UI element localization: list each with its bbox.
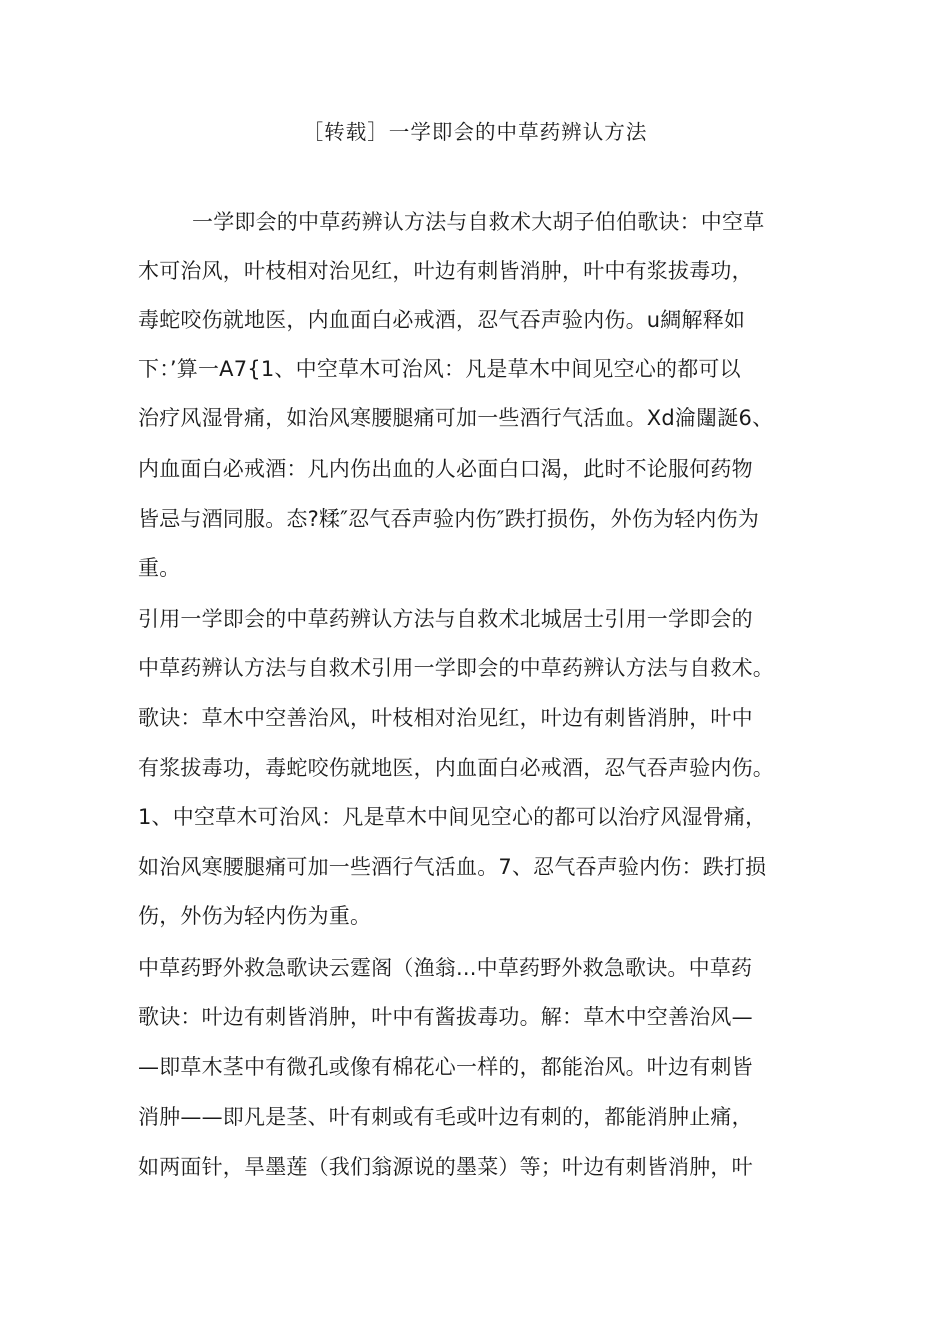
paragraph-line: 毒蛇咬伤就地医，内血面白必戒酒，忍气吞声验内伤。u綢解释如 [138, 308, 746, 332]
paragraph-line: 如两面针，旱墨莲（我们翁源说的墨菜）等；叶边有刺皆消肿，叶 [138, 1155, 753, 1179]
paragraph-line: 下：’算一A7{1、中空草木可治风：凡是草木中间见空心的都可以 [138, 357, 741, 381]
paragraph-line: 内血面白必戒酒：凡内伤出血的人必面白口渴，此时不论服何药物 [138, 457, 753, 481]
paragraph-line: 有浆拔毒功，毒蛇咬伤就地医，内血面白必戒酒，忍气吞声验内伤。 [138, 756, 774, 780]
paragraph-line: 伤，外伤为轻内伤为重。 [138, 904, 372, 928]
paragraph-line: 重。 [138, 556, 181, 580]
paragraph-line: 一学即会的中草药辨认方法与自救术大胡子伯伯歌诀：中空草 [192, 210, 765, 234]
paragraph-line: 中草药野外救急歌诀云霆阁（渔翁...中草药野外救急歌诀。中草药 [138, 956, 753, 980]
document-title: ［转载］一学即会的中草药辨认方法 [302, 120, 648, 144]
paragraph-line: 皆忌与酒同服。态?糅″忍气吞声验内伤″跌打损伤，外伤为轻内伤为 [138, 507, 760, 531]
paragraph-line: 木可治风，叶枝相对治见红，叶边有刺皆消肿，叶中有浆拔毒功， [138, 259, 753, 283]
paragraph-line: 消肿——即凡是茎、叶有刺或有毛或叶边有刺的，都能消肿止痛， [138, 1105, 753, 1129]
paragraph-line: 1、中空草木可治风：凡是草木中间见空心的都可以治疗风湿骨痛， [138, 805, 767, 829]
paragraph-line: 引用一学即会的中草药辨认方法与自救术北城居士引用一学即会的 [138, 607, 753, 631]
paragraph-line: 歌诀：草木中空善治风，叶枝相对治见红，叶边有刺皆消肿，叶中 [138, 706, 753, 730]
paragraph-line: 治疗风湿骨痛，如治风寒腰腿痛可加一些酒行气活血。Xd淪闥誕6、 [138, 406, 774, 430]
paragraph-line: —即草木茎中有微孔或像有棉花心一样的，都能治风。叶边有刺皆 [138, 1055, 753, 1079]
paragraph-line: 中草药辨认方法与自救术引用一学即会的中草药辨认方法与自救术。 [138, 656, 774, 680]
paragraph-line: 如治风寒腰腿痛可加一些酒行气活血。7、忍气吞声验内伤：跌打损 [138, 855, 767, 879]
paragraph-line: 歌诀：叶边有刺皆消肿，叶中有酱拔毒功。解：草木中空善治风— [138, 1005, 753, 1029]
